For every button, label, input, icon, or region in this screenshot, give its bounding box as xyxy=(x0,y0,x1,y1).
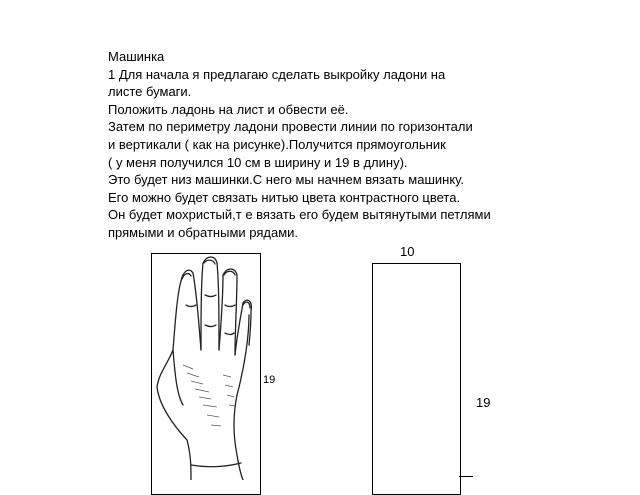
rect-width-label: 10 xyxy=(400,244,415,259)
text-line-10: прямыми и обратными рядами. xyxy=(108,224,299,240)
text-line-2: листе бумаги. xyxy=(108,84,192,100)
text-line-3: Положить ладонь на лист и обвести её. xyxy=(108,101,349,117)
text-line-9: Он будет мохристый,т е вязать его будем вытянутыми петлями xyxy=(108,207,491,223)
text-line-7: Это будет низ машинки.С него мы начнем вязать машинку. xyxy=(108,172,464,188)
pattern-rectangle xyxy=(372,263,461,495)
text-line-8: Его можно будет связать нитью цвета контрастного цвета. xyxy=(108,189,461,205)
text-line-5: и вертикали ( как на рисунке).Получится прямоугольник xyxy=(108,136,446,152)
text-line-4: Затем по периметру ладони провести линии по горизонтали xyxy=(108,119,473,135)
rect-height-label: 19 xyxy=(476,395,491,410)
document-title: Машинка xyxy=(108,49,165,64)
instruction-text xyxy=(108,48,608,242)
corner-tick-line xyxy=(459,476,473,477)
text-line-6: ( у меня получился 10 см в ширину и 19 в длину). xyxy=(108,154,408,170)
text-line-1: 1 Для начала я предлагаю сделать выкройку ладони на xyxy=(108,66,446,82)
hand-height-label: 19 xyxy=(263,374,276,386)
hand-illustration xyxy=(153,255,257,480)
